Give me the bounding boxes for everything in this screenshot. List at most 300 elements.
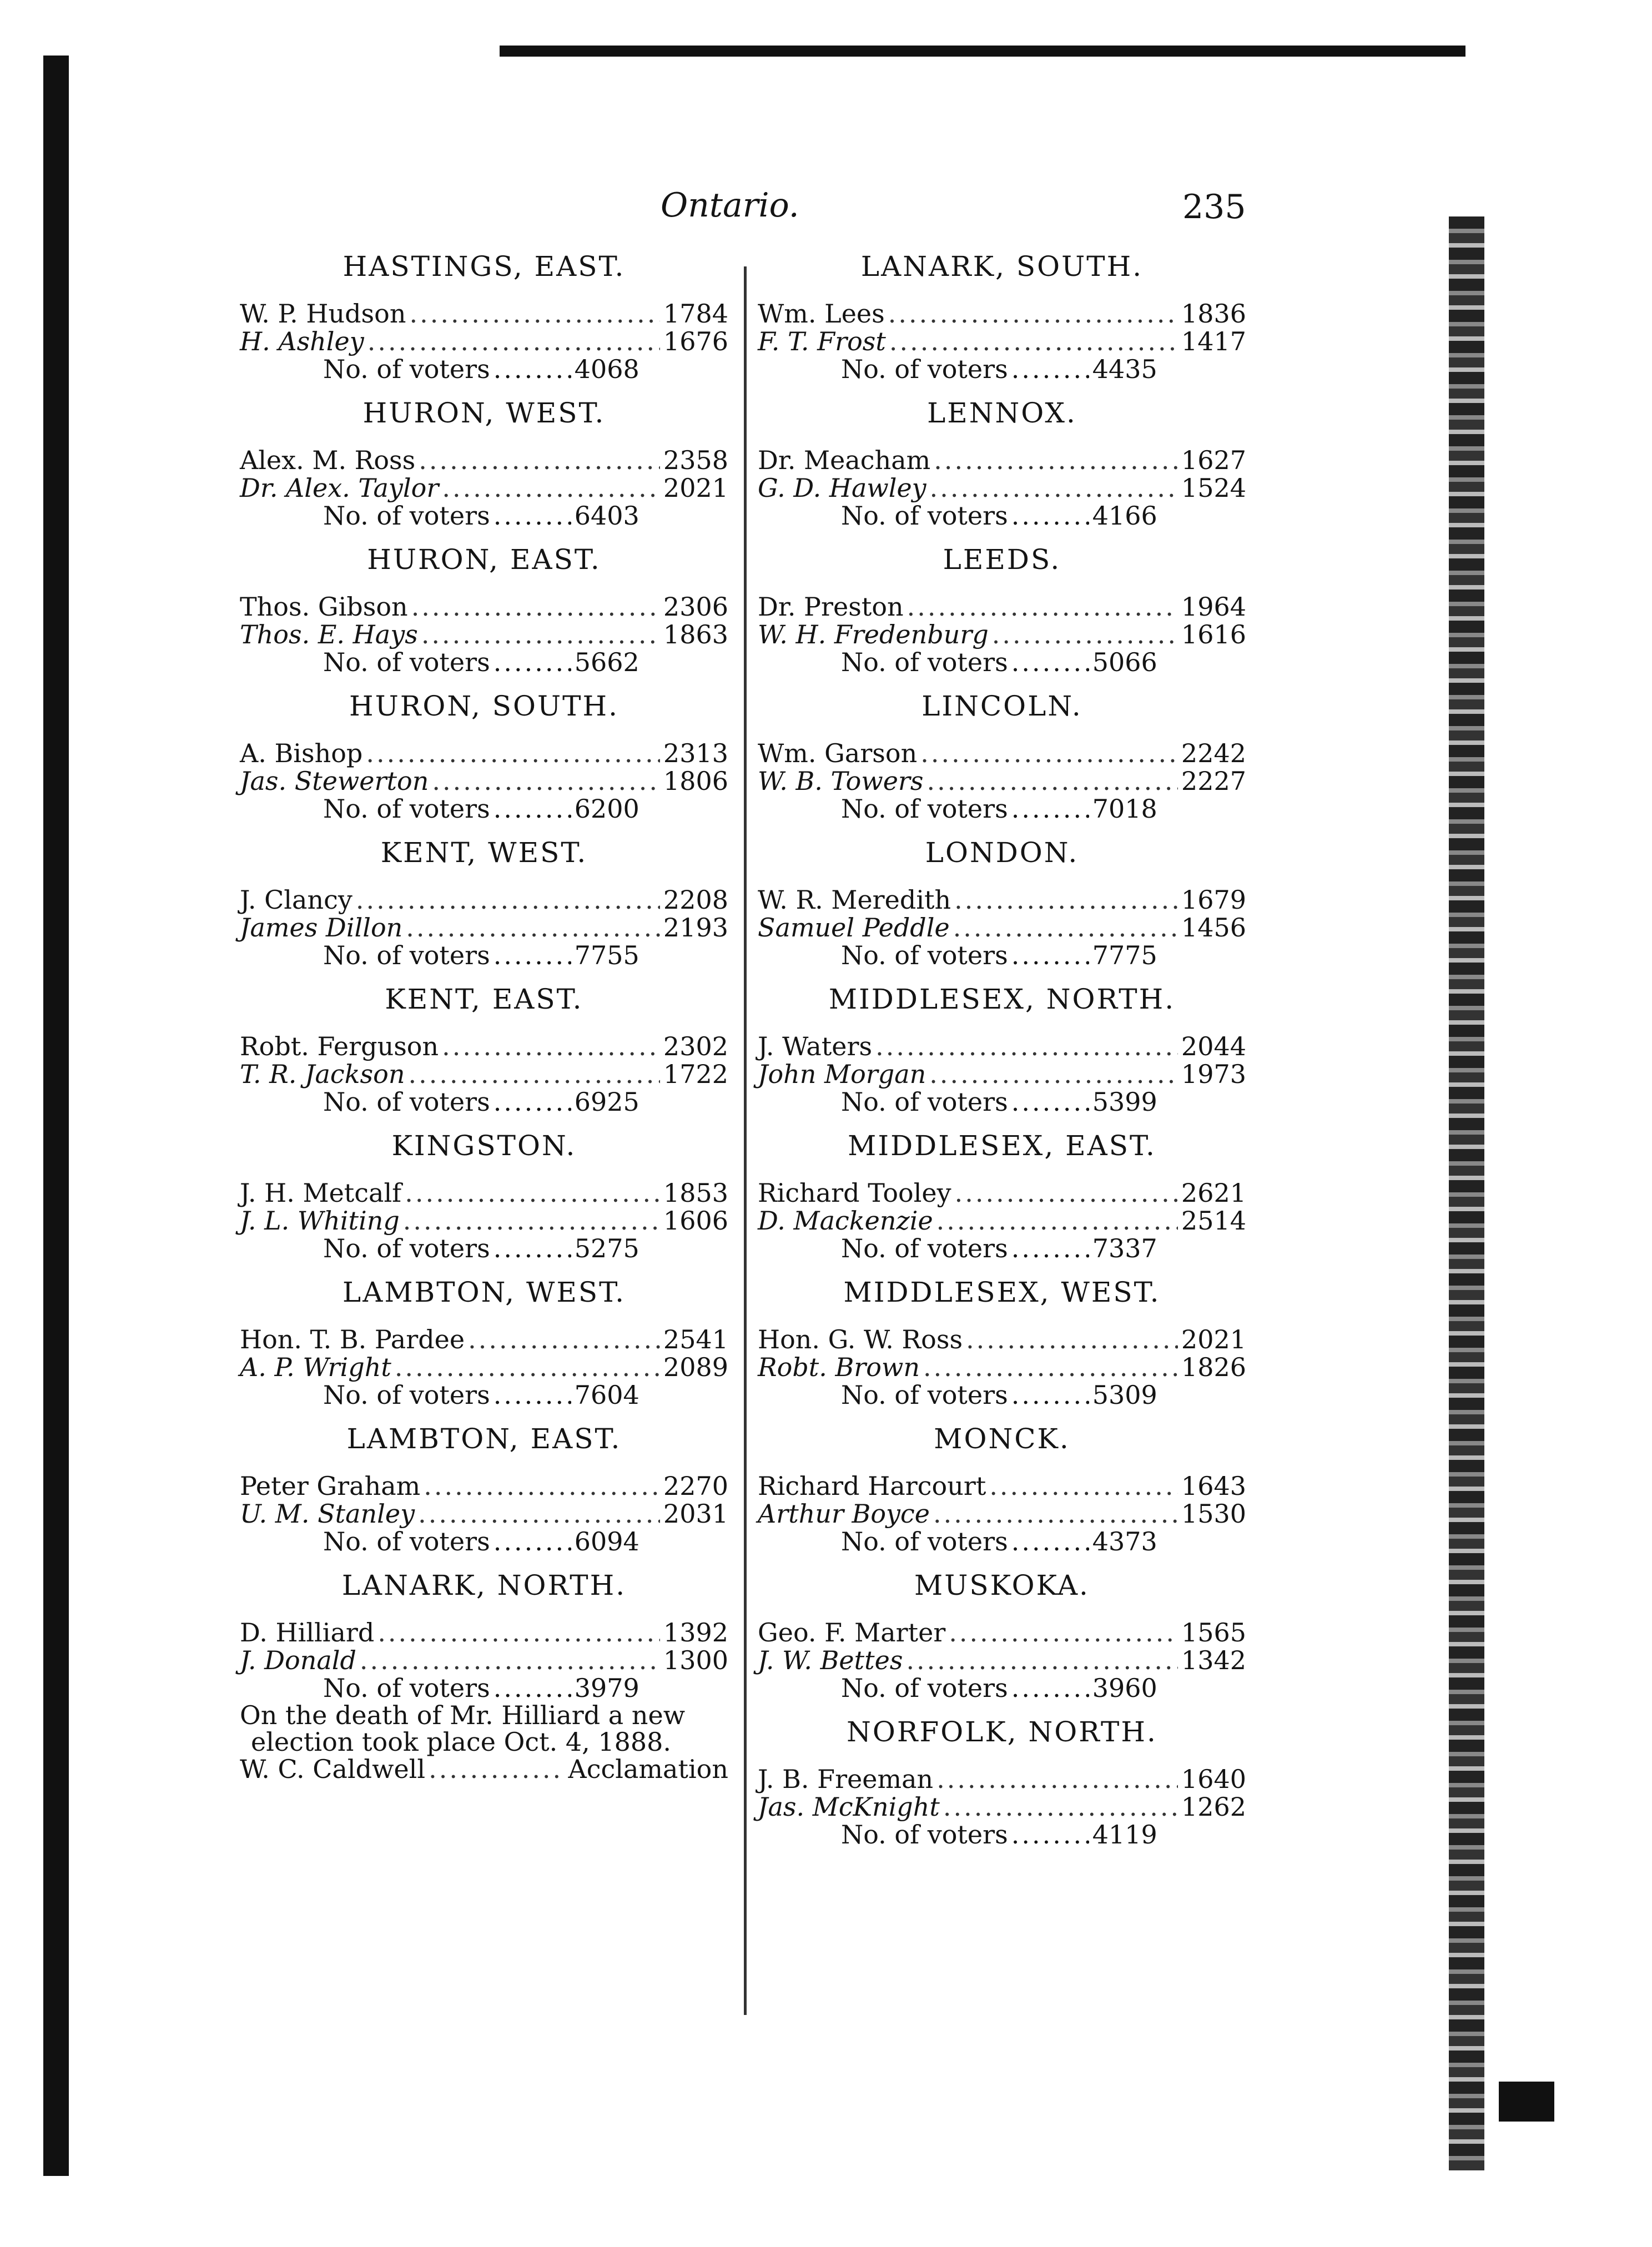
candidate-votes: 1417 <box>1181 326 1246 356</box>
candidate-name: Dr. Preston <box>758 592 904 622</box>
candidate-votes: 1524 <box>1181 473 1246 503</box>
candidate-name: J. L. Whiting <box>240 1206 400 1236</box>
voters-label: No. of voters <box>841 354 1008 384</box>
dot-leader <box>418 1500 660 1528</box>
riding-name: LEEDS. <box>943 543 1061 576</box>
candidate-row <box>758 621 1246 648</box>
candidate-name: Alex. M. Ross <box>240 445 416 475</box>
candidate-votes: 1784 <box>663 299 728 329</box>
dot-leader <box>493 355 571 383</box>
candidate-votes: 1973 <box>1181 1059 1246 1089</box>
dot-leader <box>936 1207 1178 1235</box>
voters-count: 7604 <box>574 1380 639 1410</box>
dot-leader <box>953 914 1178 941</box>
candidate-votes: 2514 <box>1181 1206 1246 1236</box>
candidate-votes: 1616 <box>1181 619 1246 649</box>
candidate-row <box>758 1500 1246 1528</box>
voters-count: 5399 <box>1092 1087 1157 1117</box>
dot-leader <box>875 1032 1178 1060</box>
dot-leader <box>408 1060 659 1088</box>
running-head: Ontario. <box>661 186 799 225</box>
candidate-name: W. B. Towers <box>758 766 924 796</box>
voters-row <box>240 1674 728 1702</box>
riding-block <box>240 250 728 383</box>
candidate-row <box>758 1472 1246 1500</box>
riding-block <box>758 1422 1246 1555</box>
election-note <box>240 1702 728 1755</box>
candidate-votes: 1643 <box>1181 1471 1246 1501</box>
candidate-row <box>240 300 728 328</box>
candidate-votes: 2270 <box>663 1471 728 1501</box>
riding-name: KINGSTON. <box>391 1130 577 1162</box>
candidate-votes: 1456 <box>1181 913 1246 943</box>
candidate-row <box>758 474 1246 502</box>
voters-row <box>240 502 728 530</box>
voters-count: 4068 <box>574 354 639 384</box>
voters-label: No. of voters <box>323 940 490 970</box>
candidate-name: Samuel Peddle <box>758 913 950 943</box>
voters-label: No. of voters <box>841 1673 1008 1703</box>
dot-leader <box>403 1207 660 1235</box>
riding-name: MONCK. <box>934 1423 1070 1455</box>
candidate-row <box>240 446 728 474</box>
riding-block <box>240 983 728 1116</box>
dot-leader <box>419 446 660 474</box>
voters-count: 5275 <box>574 1233 639 1263</box>
candidate-votes: 1853 <box>663 1178 728 1208</box>
dot-leader <box>493 1528 571 1555</box>
candidate-name: W. P. Hudson <box>240 299 406 329</box>
voters-count: 7018 <box>1092 794 1157 824</box>
voters-label: No. of voters <box>323 1233 490 1263</box>
candidate-name: Arthur Boyce <box>758 1499 930 1529</box>
candidate-row <box>240 1032 728 1060</box>
riding-name: LANARK, NORTH. <box>341 1569 627 1601</box>
dot-leader <box>929 1060 1178 1088</box>
candidate-row <box>240 767 728 795</box>
candidate-votes: 1679 <box>1181 885 1246 915</box>
candidate-name: T. R. Jackson <box>240 1059 405 1089</box>
dot-leader <box>367 328 660 355</box>
candidate-name: H. Ashley <box>240 326 364 356</box>
candidate-name: Wm. Garson <box>758 738 918 768</box>
candidate-row <box>758 1060 1246 1088</box>
dot-leader <box>907 593 1178 621</box>
candidate-row <box>758 1032 1246 1060</box>
candidate-votes: 1836 <box>1181 299 1246 329</box>
voters-row <box>240 1528 728 1555</box>
voters-count: 3960 <box>1092 1673 1157 1703</box>
dot-leader <box>906 1646 1177 1674</box>
riding-name: MUSKOKA. <box>914 1569 1090 1601</box>
voters-row <box>240 648 728 676</box>
candidate-row <box>240 914 728 941</box>
dot-leader <box>927 767 1178 795</box>
candidate-votes: 2208 <box>663 885 728 915</box>
dot-leader <box>405 1179 660 1207</box>
left-column <box>240 250 728 1796</box>
candidate-name: Robt. Ferguson <box>240 1031 439 1061</box>
candidate-row <box>240 1472 728 1500</box>
candidate-name: James Dillon <box>240 913 403 943</box>
voters-label: No. of voters <box>841 1526 1008 1556</box>
voters-label: No. of voters <box>841 794 1008 824</box>
candidate-row <box>758 1326 1246 1353</box>
dot-leader <box>933 1500 1178 1528</box>
dot-leader <box>409 300 659 328</box>
riding-name: HURON, EAST. <box>367 543 601 576</box>
riding-block <box>758 250 1246 383</box>
right-column <box>758 250 1246 1862</box>
candidate-name: J. Waters <box>758 1031 873 1061</box>
candidate-votes: 1863 <box>663 619 728 649</box>
candidate-row <box>240 1060 728 1088</box>
dot-leader <box>411 593 660 621</box>
candidate-row <box>240 1646 728 1674</box>
candidate-votes: 2306 <box>663 592 728 622</box>
dot-leader <box>493 795 571 823</box>
candidate-row <box>240 593 728 621</box>
dot-leader <box>442 474 660 502</box>
candidate-votes: 1606 <box>663 1206 728 1236</box>
dot-leader <box>429 1755 565 1783</box>
riding-name: KENT, EAST. <box>385 983 583 1015</box>
dot-leader <box>966 1326 1178 1353</box>
dot-leader <box>1011 941 1089 969</box>
voters-label: No. of voters <box>323 1087 490 1117</box>
riding-block <box>240 1129 728 1262</box>
voters-label: No. of voters <box>323 1526 490 1556</box>
voters-count: 6094 <box>574 1526 639 1556</box>
voters-count: 5662 <box>574 647 639 677</box>
voters-row <box>758 941 1246 969</box>
riding-block <box>758 1715 1246 1848</box>
candidate-row <box>758 886 1246 914</box>
candidate-row <box>758 1793 1246 1821</box>
acclamation-result: Acclamation <box>568 1754 728 1784</box>
dot-leader <box>360 1646 660 1674</box>
candidate-name: J. Clancy <box>240 885 352 915</box>
candidate-row <box>240 739 728 767</box>
candidate-votes: 2302 <box>663 1031 728 1061</box>
candidate-name: Robt. Brown <box>758 1352 920 1382</box>
riding-name: NORFOLK, NORTH. <box>847 1716 1157 1748</box>
riding-name: MIDDLESEX, EAST. <box>848 1130 1156 1162</box>
voters-row <box>240 941 728 969</box>
dot-leader <box>930 474 1178 502</box>
riding-block <box>758 689 1246 823</box>
voters-row <box>758 1821 1246 1848</box>
candidate-row <box>758 1207 1246 1235</box>
dot-leader <box>888 300 1178 328</box>
candidate-name: Richard Tooley <box>758 1178 951 1208</box>
candidate-row <box>240 1619 728 1646</box>
candidate-row <box>240 328 728 355</box>
dot-leader <box>1011 648 1089 676</box>
voters-row <box>240 1235 728 1262</box>
candidate-name: Thos. Gibson <box>240 592 408 622</box>
acclamation-row <box>240 1755 728 1783</box>
riding-block <box>240 836 728 969</box>
dot-leader <box>468 1326 660 1353</box>
candidate-votes: 1826 <box>1181 1352 1246 1382</box>
voters-row <box>758 1381 1246 1409</box>
dot-leader <box>366 739 660 767</box>
candidate-name: U. M. Stanley <box>240 1499 415 1529</box>
dot-leader <box>1011 1528 1089 1555</box>
candidate-name: W. R. Meredith <box>758 885 951 915</box>
voters-label: No. of voters <box>323 1673 490 1703</box>
candidate-votes: 2031 <box>663 1499 728 1529</box>
candidate-votes: 1565 <box>1181 1618 1246 1648</box>
candidate-name: G. D. Hawley <box>758 473 926 503</box>
candidate-row <box>758 1353 1246 1381</box>
dot-leader <box>377 1619 660 1646</box>
candidate-row <box>240 621 728 648</box>
candidate-votes: 1262 <box>1181 1792 1246 1822</box>
candidate-row <box>240 1207 728 1235</box>
voters-row <box>758 1088 1246 1116</box>
dot-leader <box>493 1381 571 1409</box>
candidate-votes: 1676 <box>663 326 728 356</box>
dot-leader <box>421 621 660 648</box>
candidate-votes: 1392 <box>663 1618 728 1648</box>
dot-leader <box>1011 795 1089 823</box>
candidate-name: Richard Harcourt <box>758 1471 986 1501</box>
candidate-name: A. P. Wright <box>240 1352 391 1382</box>
candidate-row <box>758 446 1246 474</box>
voters-count: 4435 <box>1092 354 1157 384</box>
voters-count: 3979 <box>574 1673 639 1703</box>
candidate-row <box>758 1619 1246 1646</box>
voters-count: 5309 <box>1092 1380 1157 1410</box>
candidate-votes: 1627 <box>1181 445 1246 475</box>
voters-row <box>758 795 1246 823</box>
riding-block <box>240 1422 728 1555</box>
scan-edge-left <box>43 56 69 2176</box>
riding-name: HASTINGS, EAST. <box>343 250 626 283</box>
candidate-votes: 2313 <box>663 738 728 768</box>
candidate-row <box>758 300 1246 328</box>
riding-name: LAMBTON, WEST. <box>343 1276 626 1308</box>
riding-block <box>240 396 728 530</box>
voters-label: No. of voters <box>841 1380 1008 1410</box>
dot-leader <box>936 1765 1178 1793</box>
voters-row <box>758 648 1246 676</box>
candidate-row <box>240 886 728 914</box>
voters-count: 6403 <box>574 501 639 531</box>
voters-label: No. of voters <box>841 1233 1008 1263</box>
dot-leader <box>954 886 1178 914</box>
riding-block <box>758 1129 1246 1262</box>
voters-count: 7337 <box>1092 1233 1157 1263</box>
candidate-name: Dr. Meacham <box>758 445 931 475</box>
dot-leader <box>949 1619 1178 1646</box>
dot-leader <box>1011 1088 1089 1116</box>
candidate-name: Geo. F. Marter <box>758 1618 946 1648</box>
dot-leader <box>406 914 660 941</box>
voters-count: 6925 <box>574 1087 639 1117</box>
candidate-row <box>240 474 728 502</box>
candidate-row <box>758 914 1246 941</box>
voters-label: No. of voters <box>841 1820 1008 1850</box>
riding-name: LONDON. <box>925 837 1079 869</box>
candidate-name: Peter Graham <box>240 1471 421 1501</box>
riding-block <box>758 543 1246 676</box>
dot-leader <box>943 1793 1178 1821</box>
column-divider <box>744 266 747 2015</box>
riding-name: LENNOX. <box>927 397 1077 429</box>
dot-leader <box>1011 355 1089 383</box>
candidate-row <box>758 767 1246 795</box>
voters-label: No. of voters <box>323 1380 490 1410</box>
voters-label: No. of voters <box>841 647 1008 677</box>
voters-count: 4119 <box>1092 1820 1157 1850</box>
candidate-votes: 1964 <box>1181 592 1246 622</box>
voters-row <box>758 1674 1246 1702</box>
dot-leader <box>923 1353 1178 1381</box>
candidate-votes: 1640 <box>1181 1764 1246 1794</box>
riding-block <box>240 543 728 676</box>
candidate-name: Hon. G. W. Ross <box>758 1324 963 1354</box>
candidate-votes: 2021 <box>1181 1324 1246 1354</box>
voters-label: No. of voters <box>841 940 1008 970</box>
election-note-text: On the death of Mr. Hilliard a new election took place Oct. 4, 1888. <box>240 1700 686 1757</box>
dot-leader <box>920 739 1178 767</box>
candidate-name: J. B. Freeman <box>758 1764 934 1794</box>
voters-row <box>240 355 728 383</box>
dot-leader <box>493 1235 571 1262</box>
voters-row <box>240 795 728 823</box>
voters-label: No. of voters <box>841 501 1008 531</box>
candidate-votes: 2021 <box>663 473 728 503</box>
candidate-name: J. H. Metcalf <box>240 1178 402 1208</box>
scan-edge-corner <box>1499 2082 1554 2122</box>
dot-leader <box>992 621 1178 648</box>
voters-row <box>758 502 1246 530</box>
candidate-row <box>758 1646 1246 1674</box>
candidate-row <box>240 1326 728 1353</box>
riding-block <box>240 689 728 823</box>
candidate-votes: 1806 <box>663 766 728 796</box>
riding-name: LANARK, SOUTH. <box>860 250 1144 283</box>
dot-leader <box>395 1353 660 1381</box>
riding-block <box>758 1276 1246 1409</box>
candidate-name: John Morgan <box>758 1059 926 1089</box>
riding-name: LAMBTON, EAST. <box>346 1423 622 1455</box>
candidate-name: Wm. Lees <box>758 299 885 329</box>
riding-block <box>758 836 1246 969</box>
candidate-votes: 2541 <box>663 1324 728 1354</box>
dot-leader <box>1011 1381 1089 1409</box>
candidate-votes: 2358 <box>663 445 728 475</box>
dot-leader <box>989 1472 1178 1500</box>
voters-count: 7775 <box>1092 940 1157 970</box>
dot-leader <box>493 648 571 676</box>
dot-leader <box>889 328 1178 355</box>
dot-leader <box>356 886 660 914</box>
candidate-row <box>758 1179 1246 1207</box>
candidate-votes: 2044 <box>1181 1031 1246 1061</box>
candidate-row <box>240 1353 728 1381</box>
riding-block <box>240 1276 728 1409</box>
dot-leader <box>1011 1235 1089 1262</box>
dot-leader <box>493 941 571 969</box>
voters-row <box>758 1528 1246 1555</box>
riding-block <box>758 396 1246 530</box>
voters-label: No. of voters <box>323 354 490 384</box>
voters-count: 4373 <box>1092 1526 1157 1556</box>
dot-leader <box>1011 1821 1089 1848</box>
candidate-votes: 2242 <box>1181 738 1246 768</box>
candidate-name: Jas. Stewerton <box>240 766 429 796</box>
candidate-name: W. H. Fredenburg <box>758 619 989 649</box>
candidate-votes: 1342 <box>1181 1645 1246 1675</box>
voters-count: 7755 <box>574 940 639 970</box>
voters-row <box>758 1235 1246 1262</box>
riding-name: HURON, SOUTH. <box>349 690 619 722</box>
candidate-row <box>758 1765 1246 1793</box>
candidate-row <box>240 1500 728 1528</box>
voters-label: No. of voters <box>323 647 490 677</box>
dot-leader <box>934 446 1178 474</box>
candidate-votes: 2193 <box>663 913 728 943</box>
dot-leader <box>493 1674 571 1702</box>
candidate-name: D. Hilliard <box>240 1618 375 1648</box>
riding-block <box>240 1569 728 1783</box>
candidate-name: A. Bishop <box>240 738 363 768</box>
scan-edge-right <box>1449 216 1484 2170</box>
voters-row <box>240 1088 728 1116</box>
candidate-row <box>240 1179 728 1207</box>
riding-block <box>758 1569 1246 1702</box>
candidate-row <box>758 328 1246 355</box>
scan-edge-top <box>500 46 1465 57</box>
riding-name: MIDDLESEX, WEST. <box>843 1276 1161 1308</box>
candidate-votes: 2227 <box>1181 766 1246 796</box>
riding-name: HURON, WEST. <box>362 397 606 429</box>
riding-name: MIDDLESEX, NORTH. <box>828 983 1176 1015</box>
voters-label: No. of voters <box>323 501 490 531</box>
candidate-votes: 2089 <box>663 1352 728 1382</box>
dot-leader <box>955 1179 1178 1207</box>
candidate-votes: 1722 <box>663 1059 728 1089</box>
riding-name: LINCOLN. <box>921 690 1082 722</box>
voters-count: 5066 <box>1092 647 1157 677</box>
candidate-name: Dr. Alex. Taylor <box>240 473 439 503</box>
candidate-votes: 2621 <box>1181 1178 1246 1208</box>
candidate-name: Thos. E. Hays <box>240 619 418 649</box>
dot-leader <box>424 1472 660 1500</box>
voters-label: No. of voters <box>323 794 490 824</box>
acclamation-name: W. C. Caldwell <box>240 1754 426 1784</box>
candidate-votes: 1530 <box>1181 1499 1246 1529</box>
dot-leader <box>1011 502 1089 530</box>
candidate-votes: 1300 <box>663 1645 728 1675</box>
page-number: 235 <box>1182 188 1246 226</box>
dot-leader <box>432 767 660 795</box>
candidate-name: Jas. McKnight <box>758 1792 940 1822</box>
dot-leader <box>1011 1674 1089 1702</box>
voters-count: 4166 <box>1092 501 1157 531</box>
voters-row <box>240 1381 728 1409</box>
candidate-name: F. T. Frost <box>758 326 886 356</box>
riding-name: KENT, WEST. <box>380 837 588 869</box>
voters-row <box>758 355 1246 383</box>
dot-leader <box>493 502 571 530</box>
dot-leader <box>493 1088 571 1116</box>
candidate-name: J. W. Bettes <box>758 1645 903 1675</box>
